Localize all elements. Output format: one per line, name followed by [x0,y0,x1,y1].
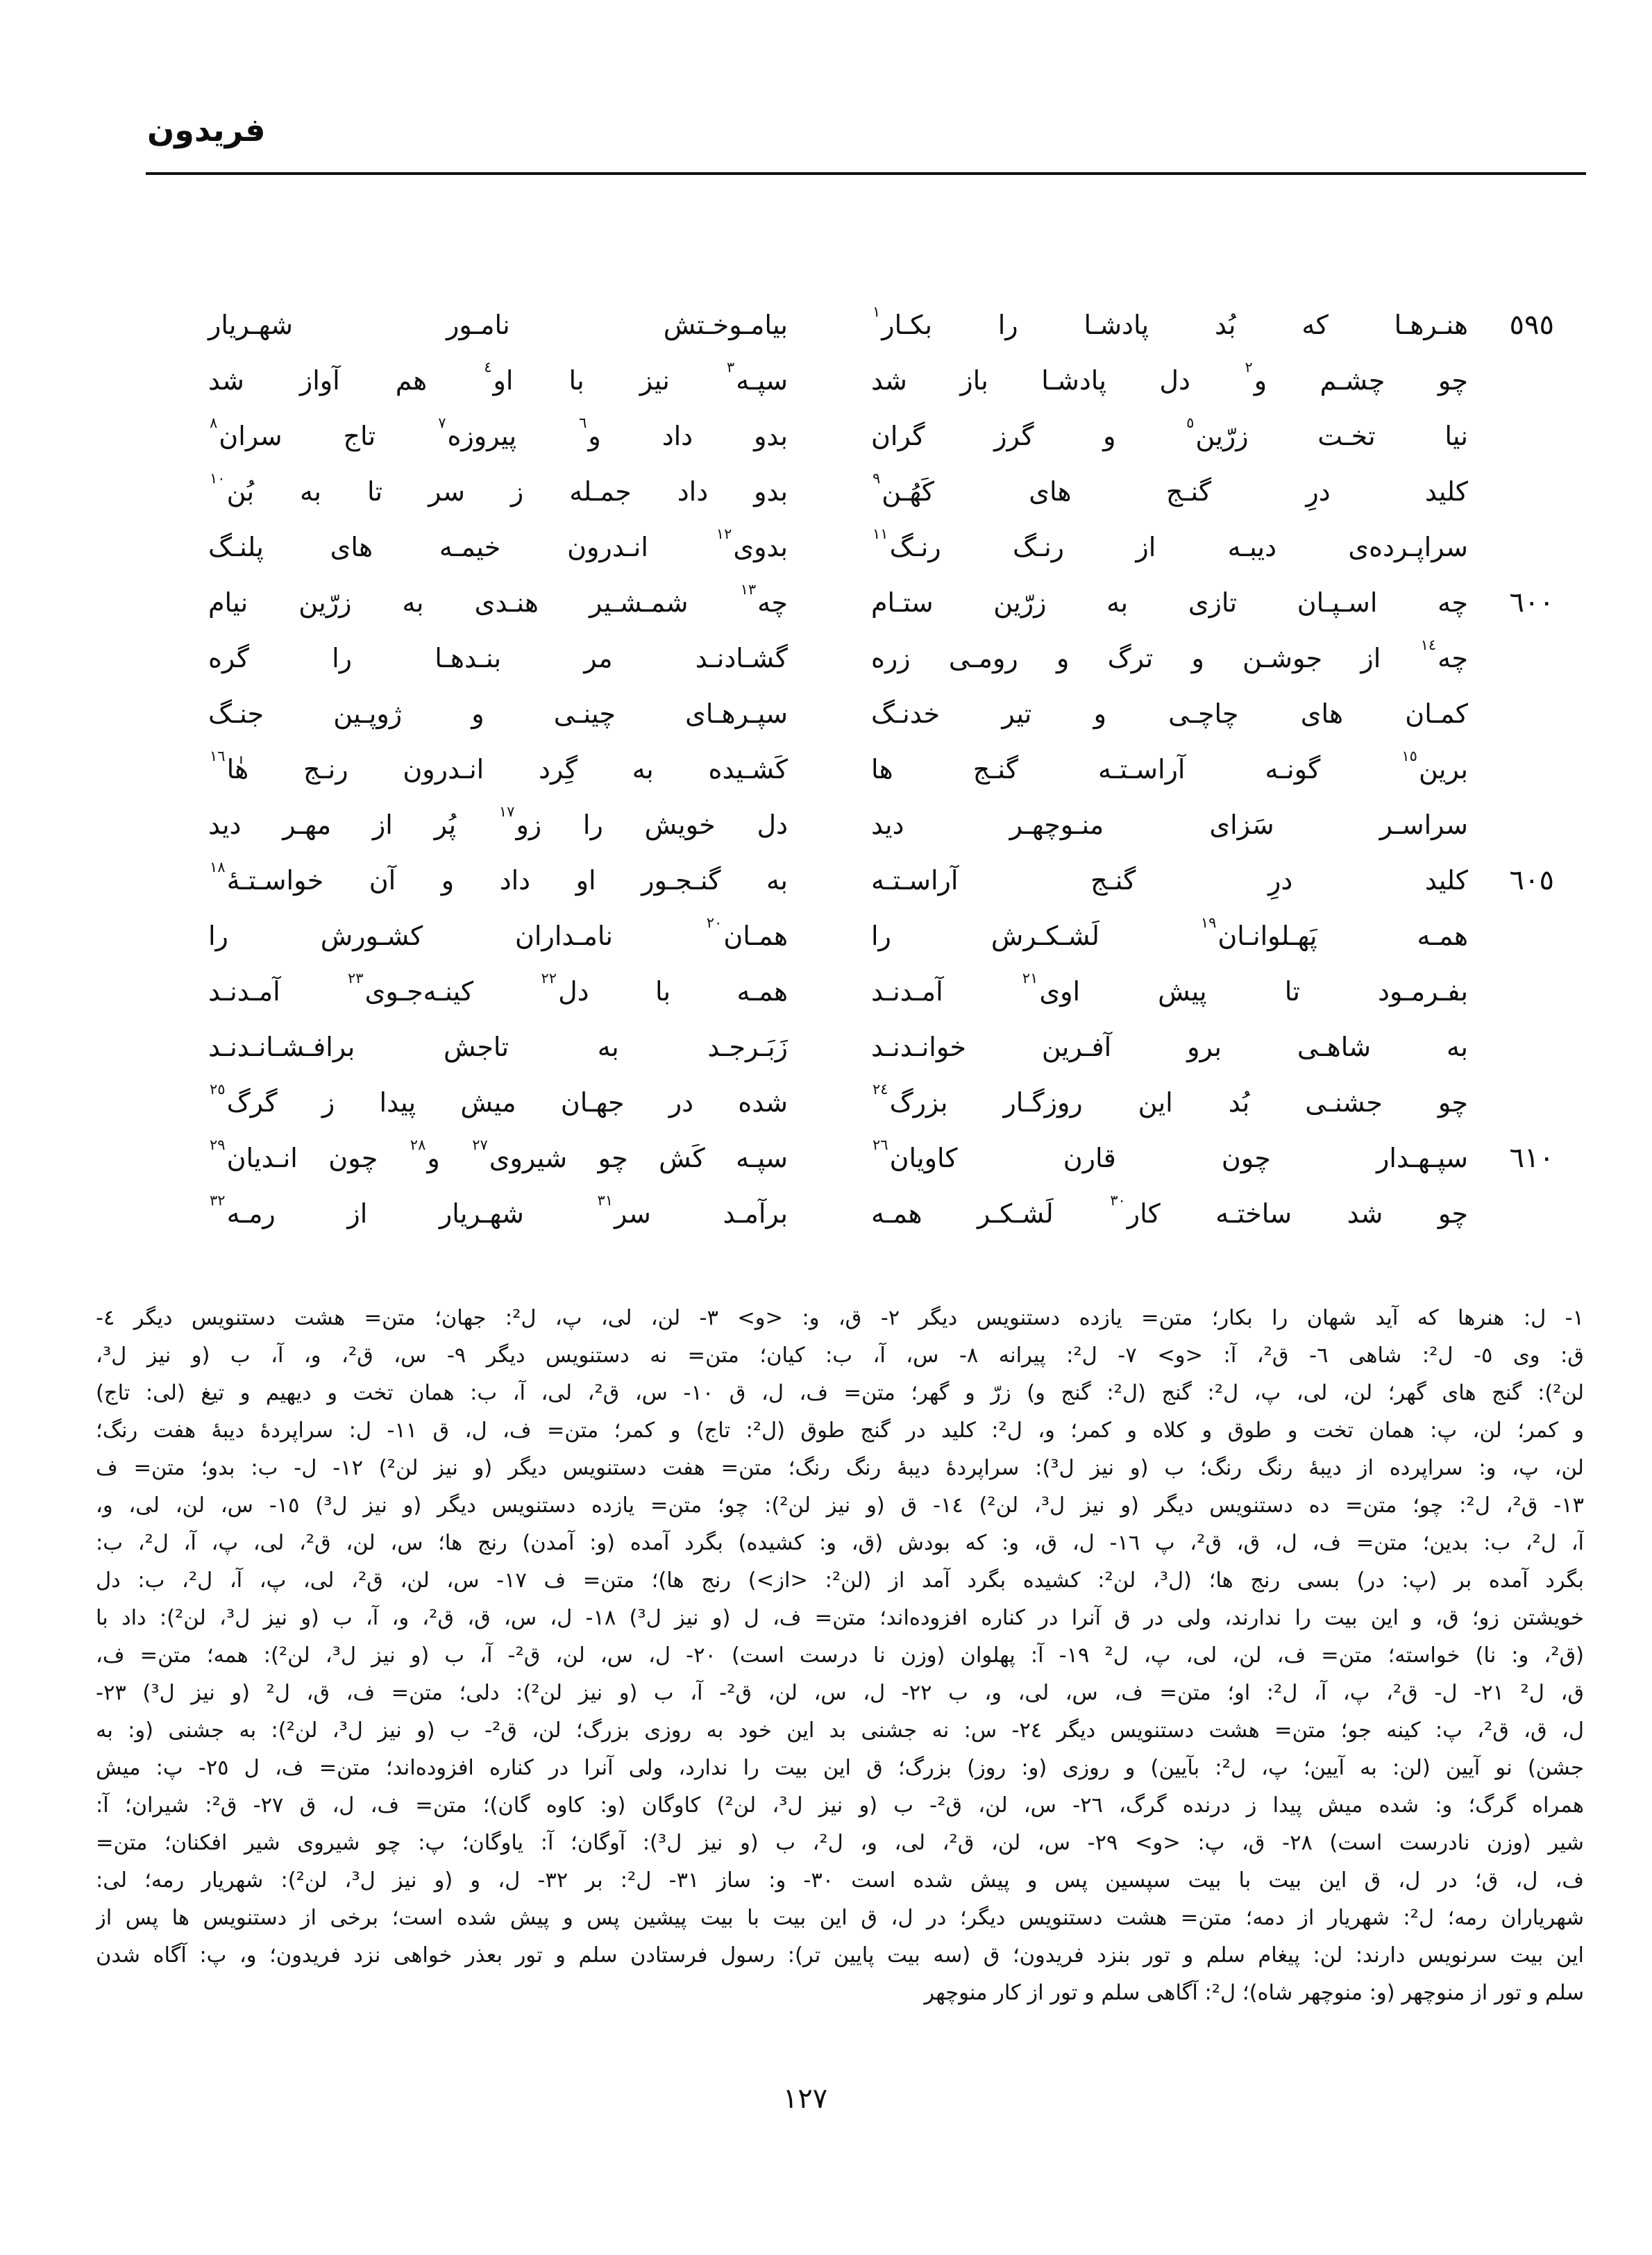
hemistich-right [871,303,1468,340]
hemistich-text: از جوشـن و ترگ و رومـی زره [871,643,1381,673]
footnote-reference: ١٦ [210,747,226,764]
verse-row [208,686,1558,741]
apparatus-line: سلم و تور از منوچهر (و: منوچهر شاه)؛ ل²: آگاهی سلم و تور از کار منوچهر [924,1981,1584,2005]
hemistich-right [871,414,1468,451]
verse-number: ٦١٠ [1509,1142,1554,1174]
hemistich-left [208,310,788,340]
apparatus-line: لن، پ، و: سراپرده از دیبهٔ رنگ رنگ؛ ب (و نیز ل³): سراپردهٔ دیبهٔ رنگ رنگ؛ متن= هفت دستنویس دیگر (و نیز لن²) ١٢- ل- ب: بدو؛ متن= ف [96,1456,1584,1480]
hemistich-text: چه [1438,643,1468,673]
hemistich-text: نیز با او [493,365,670,396]
footnote-reference: ٨ [210,414,218,431]
hemistich-text: پُر از مهـر دید [208,810,457,840]
footnote-reference: ٣ [726,358,735,376]
hemistich-text: تاج سران [219,421,376,451]
footnote-reference: ١٣ [740,580,757,598]
hemistich-text: بدو داد جمـله ز سر تا به بُن [226,476,788,507]
hemistich-text: شده در جهـان میش پیدا ز گرگ [226,1087,788,1118]
hemistich-text: سپـه [736,365,789,396]
hemistich-text: گشـادنـد مر بنـدهـا را گره [208,643,788,673]
verse-row [208,964,1558,1019]
verse-number: ٥٩٥ [1509,309,1554,341]
footnote-reference: ٢٣ [348,969,364,987]
apparatus-line: ل، ق، ق²، پ: کینه جو؛ متن= هشت دستنویس دیگر ٢٤- س: نه جشنی بد این خود به روزی بزرگ؛ لن، ق²- ب (و نیز ل³، لن²): به جشنی (و: به [96,1718,1584,1743]
hemistich-right [871,1191,1468,1229]
hemistich-text: به گنـجـور او داد و آن خواسـتـهٔ [226,865,788,896]
hemistich-right [871,698,1468,729]
hemistich-text: بفـرمـود تا پیش اوی [1039,976,1468,1007]
hemistich-text: چو شد ساختـه کار [1127,1198,1468,1229]
hemistich-text: هم آواز شد [208,365,428,396]
verse-row [208,353,1558,408]
hemistich-text: همـان [723,921,788,951]
hemistich-text: برین [1418,754,1468,785]
footnote-reference: ١٧ [498,803,515,820]
running-head-chapter-title: فریدون [147,111,266,149]
apparatus-line: ١- ل: هنرها که آید شهان را بکار؛ متن= یازده دستنویس دیگر ٢- ق، و: <و> ٣- لن، لی، پ، ل²: جهان؛ متن= هشت دستنویس دیگر ٤- [96,1306,1584,1330]
hemistich-left [208,914,788,951]
footnote-reference: ٣٠ [1110,1191,1126,1209]
hemistich-right [871,810,1468,840]
hemistich-right [871,747,1468,785]
hemistich-left [208,580,788,618]
hemistich-left [208,1080,788,1118]
hemistich-text: بدو داد و [588,421,788,451]
footnote-reference: ٤ [484,358,492,376]
verse-row [208,741,1558,797]
verse-row [208,408,1558,464]
verse-row [208,908,1558,964]
footnote-reference: ٢٧ [472,1136,488,1153]
hemistich-text: اسـپـان تازی به زرّین ستـام [871,587,1378,618]
hemistich-right [871,1032,1468,1062]
verse-row [208,575,1558,630]
hemistich-text: بدوی [733,532,788,562]
verse-row [208,630,1558,686]
apparatus-line: ١٣- ق²، ل²: چو؛ متن= ده دستنویس دیگر (و نیز ل³، لن²) ١٤- ق (و نیز لن²): چو؛ متن= یازده دستنویس دیگر (و نیز ل³) ١٥- س، لن، لی، و، [96,1493,1584,1518]
apparatus-line: شهریاران رمه؛ ل²: شهریار از دمه؛ متن= هشت دستنویس دیگر؛ در ل، ق این بیت با بیت پیشین پس و پیش شده است؛ برخی از دستنویس ها پس از [96,1906,1584,1930]
hemistich-text: لَشـکـر همـه [871,1198,1054,1229]
hemistich-text: بیامـوخـتش نامـور شهـریار [208,310,788,340]
hemistich-text: همـه با دل [558,976,788,1007]
hemistich-right [871,969,1468,1007]
verse-row [208,297,1558,353]
apparatus-line: این بیت سرنویس دارند: لن: پیغام سلم و تور بنزد فریدون؛ ق (سه بیت پایین تر): رسول فرستادن سلم و تور بعذر خواهی نزد فریدون؛ و، پ: آگاه شدن [96,1943,1584,1968]
apparatus-line: و کمر؛ لن، پ: همان تخت و طوق و کلاه و کمر؛ و، ل²: کلید در گنج طوق (ل²: تاج) و کمر؛ متن= ف، ل، ق ١١- ل: سراپردهٔ دیبهٔ هفت رنگ؛ [96,1418,1584,1443]
hemistich-left [208,414,788,451]
verse-number: ٦٠٠ [1509,587,1554,619]
hemistich-text: نیا تخـت زرّین [1195,421,1468,451]
apparatus-line: جشن) نو آیین (لن: به آیین؛ پ، ل²: بآیین) و روزی (و: روز) بزرگ؛ ق این بیت را ندارد، ولی آنرا در کناره افزوده‌اند؛ متن= ف، ل ٢٥- پ: میش [96,1756,1584,1780]
hemistich-text: به شاهـی برو آفـرین خوانـدنـد [871,1032,1468,1062]
hemistich-text: دل خویش را زو [516,810,788,840]
hemistich-text: شهـریار از رمـه [226,1198,524,1229]
footnote-reference: ٩ [873,469,881,487]
apparatus-line: ف، ل، ق؛ در ل، ق این بیت با بیت سپسین پس و پیش شده است ٣٠- و: ساز ٣١- ل²: بر ٣٢- ل، و (و نیز ل³، لن²): شهریار رمه؛ لی: [96,1868,1584,1893]
hemistich-left [208,1032,788,1062]
hemistich-left [208,969,788,1007]
hemistich-text: شمـشـیر هنـدی به زرّین نیام [208,587,689,618]
hemistich-text: زَبَـرجـد به تاجش برافـشـانـدنـد [208,1032,788,1062]
footnote-reference: ١٩ [1200,914,1217,931]
footnote-reference: ٢ [1245,358,1253,376]
hemistich-left [208,469,788,507]
hemistich-left [208,698,788,729]
footnote-reference: ١٢ [716,525,732,542]
apparatus-line: بگرد آمده بر (پ: در) بسی رنج ها؛ (ل³، لن²: کشیده بگرد آمد از (لن²: <از>) رنج ها)؛ متن= ف ١٧- س، لن، ق²، لی، پ، آ، ل²، ب: دل [96,1568,1584,1593]
hemistich-text: کلید درِ گنـج آراسـتـه [871,865,1468,896]
apparatus-line: خویشتن زو؛ ق، و این بیت را ندارند، ولی در ق آنرا در کناره افزوده‌اند؛ متن= ف، ل (و نیز ل³) ١٨- ل، س، ق، ق²، و، آ، ب (و نیز ل³، لن²): داد با [96,1606,1584,1630]
poem [208,297,1558,1241]
hemistich-text: چو جشنـی بُد این روزگـار بزرگ [889,1087,1468,1118]
hemistich-text: نامـداران کشـورش را [208,921,613,951]
hemistich-text: سراسـر سَزای منـوچهـر دید [871,810,1468,840]
hemistich-right [871,469,1468,507]
hemistich-left [208,858,788,896]
hemistich-text: کینـه‌جـوی [364,976,474,1007]
footnote-reference: ١٤ [1420,636,1437,653]
hemistich-text: هنـرهـا که بُد پادشـا را بکـار [882,310,1468,340]
verse-row [208,1130,1558,1186]
footnote-reference: ٦ [579,414,587,431]
verse-row [208,1186,1558,1241]
hemistich-left [208,358,789,396]
hemistich-text: پیروزه [447,421,517,451]
header-rule [146,172,1586,175]
hemistich-text: سپـهـدار چون قارن کاویان [889,1143,1468,1173]
footnote-reference: ٢٥ [210,1080,226,1098]
footnote-reference: ٥ [1186,414,1195,431]
hemistich-text: دل پادشـا باز شد [871,365,1190,396]
hemistich-text: و گرز گران [871,421,1116,451]
hemistich-text: چو چشـم و [1254,365,1468,396]
hemistich-text: لَشـکـرش را [871,921,1099,951]
hemistich-text: انـدرون خیمـه های پلنـگ [208,532,648,562]
hemistich-left [208,747,788,785]
footnote-reference: ١١ [873,525,888,542]
verse-row [208,853,1558,908]
hemistich-right [871,1136,1468,1173]
footnote-reference: ٧ [438,414,446,431]
hemistich-text: سپـه کَش چو شیروی [489,1143,788,1173]
hemistich-text: سپـرهـای چینـی و ژوپـین جنـگ [208,698,788,729]
hemistich-text: و [427,1143,440,1173]
hemistich-text: سراپـرده‌ی دیبـه از رنـگ رنـگ [889,532,1468,562]
footnote-reference: ٢٤ [873,1080,888,1098]
hemistich-left [208,1191,788,1229]
hemistich-right [871,636,1468,673]
hemistich-text: کلید درِ گنـج های کَهُـن [882,476,1468,507]
verse-row [208,519,1558,575]
hemistich-left [208,803,788,840]
footnote-reference: ٢٩ [210,1136,226,1153]
hemistich-text: کمـان های چاچـی و تیر خدنـگ [871,698,1468,729]
footnote-reference: ٢٠ [706,914,723,931]
footnote-reference: ٢١ [1022,969,1038,987]
footnote-reference: ١ [873,303,881,320]
hemistich-text: آمـدنـد [871,976,943,1007]
apparatus-line: ق، ل² ٢١- ل- ق²، پ، آ، ل²: او؛ متن= ف، س، لی، و، ب ٢٢- ل، س، لن، ق²- آ، ب (و نیز لن²): دلی؛ متن= ف، ق، ل² (و نیز ل³) ٢٣- [96,1681,1584,1705]
hemistich-right [871,358,1468,396]
footnote-reference: ٣٢ [210,1191,226,1209]
footnote-reference: ١٥ [1401,747,1417,764]
footnote-reference: ١٨ [210,858,226,875]
hemistich-text: برآمـد سر [614,1198,788,1229]
hemistich-right [871,914,1468,951]
hemistich-right [871,525,1468,562]
hemistich-left [208,1136,788,1173]
hemistich-text: کَشـیده به گِرد انـدرون رنـج هٰا [226,754,788,785]
verse-row [208,1019,1558,1075]
verse-row [208,464,1558,519]
hemistich-text: گونـه آراسـتـه گنـج ها [871,754,1321,785]
apparatus-line: شیر (وزن نادرست است) ٢٨- ق، پ: <و> ٢٩- س، لن، ق²، لی، و، ل²، ب (و نیز ل³): آوگان؛ آ: یاوگان؛ پ: چو شیروی شیر افکنان؛ متن= [96,1831,1584,1855]
footnote-reference: ٣١ [597,1191,614,1209]
hemistich-text: آمـدنـد [208,976,280,1007]
page-number: ١٢٧ [782,2083,828,2115]
hemistich-text: همـه پَهـلوانـان [1217,921,1468,951]
verse-number: ٦٠٥ [1509,864,1554,896]
verse-row [208,797,1558,853]
apparatus-line: (ق²، و: نا) خواسته؛ متن= ف، لن، لی، پ، ل² ١٩- آ: پهلوان (وزن نا درست است) ٢٠- ل، س، لن، ق²- آ، ب (و نیز ل³، لن²): همه؛ متن= ف، [96,1643,1584,1668]
hemistich-right [871,587,1468,618]
hemistich-left [208,643,788,673]
footnote-reference: ١٠ [210,469,226,487]
critical-apparatus [96,1300,1584,2012]
apparatus-line: آ، ل²، ب: بدین؛ متن= ف، ل، ق، ق²، پ ١٦- ل، ق، و: که بودش (ق، و: کشیده) بگرد آمده (و: آمدن) رنج ها؛ س، لن، ق²، لی، پ، آ، ل²، ب: [96,1531,1584,1555]
footnote-reference: ٢٨ [410,1136,426,1153]
hemistich-right [871,865,1468,896]
hemistich-text: چه [757,587,788,618]
footnote-reference: ٢٢ [541,969,557,987]
apparatus-line: ق: وی ٥- ل²: شاهی ٦- ق²، آ: <و> ٧- ل²: پیرانه ٨- س، آ، ب: کیان؛ متن= نه دستنویس دیگر ٩- س، ق²، و، آ، ب (و نیز ل³، [96,1343,1584,1368]
hemistich-right [871,1080,1468,1118]
hemistich-text: چه [1438,587,1468,618]
footnote-reference: ٢٦ [873,1136,888,1153]
verse-row [208,1075,1558,1130]
apparatus-line: همراه گرگ؛ و: شده میش پیدا ز درنده گرگ، ٢٦- س، لن، ق²- ب (و نیز ل³، لن²) کاوگان (و: کاوه گان)؛ متن= ف، ل، ق ٢٧- ق²: شیران؛ آ: [96,1793,1584,1818]
hemistich-text: چون انـدیان [226,1143,378,1173]
hemistich-left [208,525,788,562]
apparatus-line: لن²): گنج های گهر؛ لن، لی، پ، ل²: گنج (ل²: گنج و) زرّ و گهر؛ متن= ف، ل، ق ١٠- س، ق²، لی، آ، ب: همان تخت و دیهیم و تیغ (لی: تاج) [96,1381,1584,1405]
